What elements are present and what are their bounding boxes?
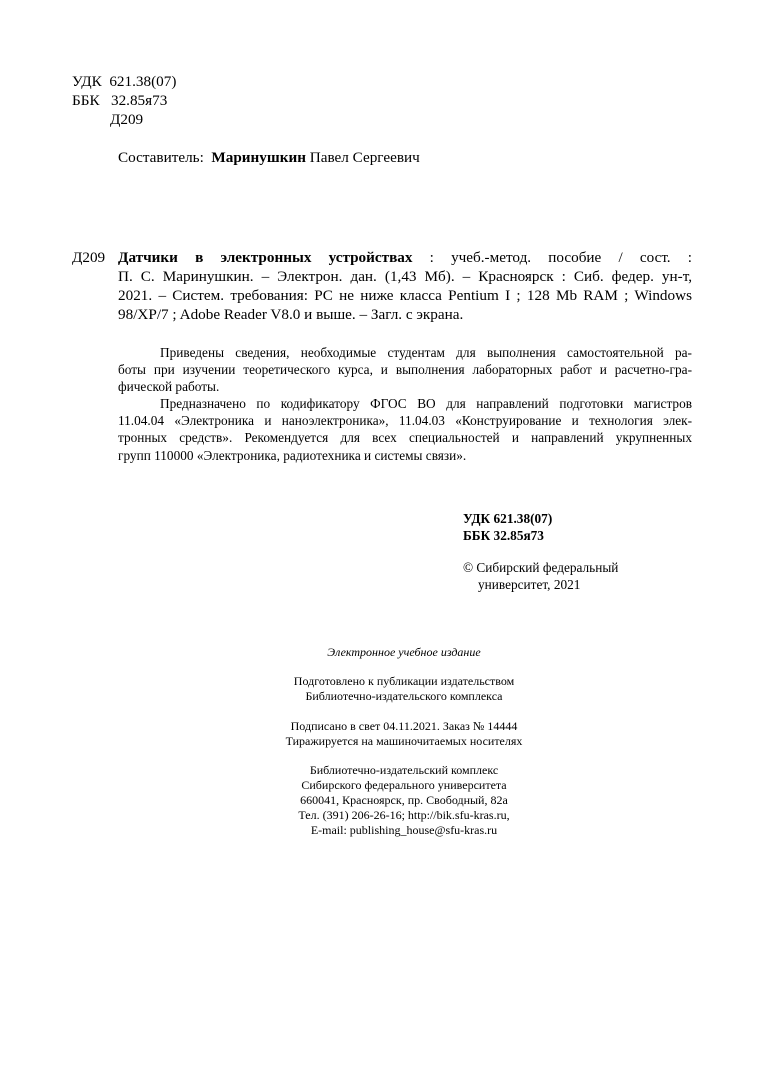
phone-line: Тел. (391) 206-26-16; http://bik.sfu-kras.ru, [298,808,510,822]
edition-type: Электронное учебное издание [327,645,481,659]
publisher-line-1: Библиотечно-издательский комплекс [309,763,499,777]
abstract-line: Предназначено по кодификатору ФГОС ВО для направлений подготовки магистров [160,396,692,412]
prepared-line-1: Подготовлено к публикации издательством [293,674,515,688]
biblio-line: 2021. – Систем. требования: PC не ниже класса Pentium I ; 128 Mb RAM ; Windows [118,287,692,304]
biblio-code: Д209 [72,249,106,266]
biblio-title: Датчики в электронных устройствах [118,249,413,266]
compiler-surname: Маринушкин [211,149,306,166]
email-line: E-mail: publishing_house@sfu-kras.ru [310,823,498,837]
biblio-record [118,248,692,324]
udk-label: УДК [72,73,102,90]
abstract-line: фической работы. [118,379,220,395]
udk-line [72,72,176,91]
compiler-name: Павел Сергеевич [309,149,420,166]
address-line: 660041, Красноярск, пр. Свободный, 82а [300,793,508,807]
abstract-line: групп 110000 «Электроника, радиотехника и системы связи». [118,447,467,463]
compiler-label: Составитель: [118,149,204,166]
biblio-line: 98/XP/7 ; Adobe Reader V8.0 и выше. – Загл. с экрана. [118,306,464,323]
distribution-line: Тиражируется на машиночитаемых носителях [285,734,523,748]
bbk-value: 32.85я73 [110,92,168,109]
abstract-line: боты при изучении теоретического курса, и выполнения лабораторных работ и расчетно-гра- [118,362,692,378]
abstract-line: Приведены сведения, необходимые студентам для выполнения самостоятельной ра- [160,345,692,360]
compiler-line [118,148,420,167]
biblio-line: П. С. Маринушкин. – Электрон. дан. (1,43 Мб). – Красноярск : Сиб. федер. ун-т, [118,268,692,285]
copyright-udk: УДК 621.38(07) [463,511,553,526]
author-mark: Д209 [110,111,144,128]
biblio-line: : учеб.-метод. пособие / сост. : [429,249,692,266]
bbk-line [72,91,167,110]
signed-line: Подписано в свет 04.11.2021. Заказ № 14444 [290,719,518,733]
abstract [118,344,692,464]
copyright-bbk: ББК 32.85я73 [463,528,544,543]
prepared-line-2: Библиотечно-издательского комплекса [305,689,503,703]
abstract-line: 11.04.04 «Электроника и наноэлектроника», 11.04.03 «Конструирование и технология элек- [118,413,692,429]
biblio-first-line [118,248,692,267]
copyright-line-2: университет, 2021 [478,577,581,592]
udk-value: 621.38(07) [109,73,177,90]
bbk-label: ББК [72,92,100,109]
publisher-line-2: Сибирского федерального университета [301,778,507,792]
copyright-line-1: © Сибирский федеральный [463,560,619,575]
abstract-line: тронных средств». Рекомендуется для всех специальностей и направлений укрупненных [118,430,692,446]
